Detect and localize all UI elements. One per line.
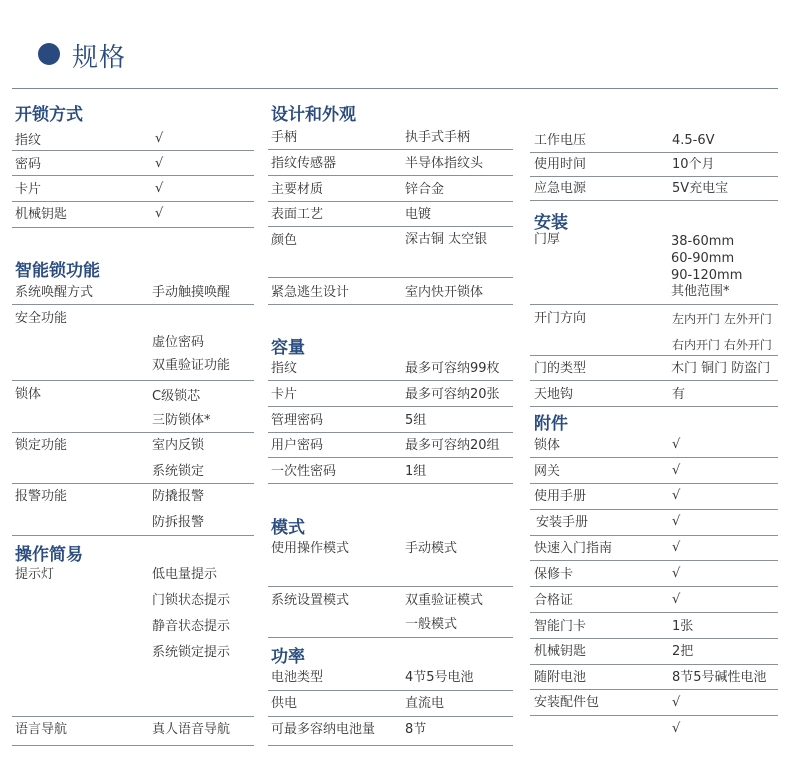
accessory-label: 快速入门指南 [534,541,613,556]
row-divider [268,277,513,278]
capacity-value: 最多可容纳20张 [405,387,500,402]
install-value: 60-90mm [671,251,735,266]
smart-label: 锁定功能 [15,438,68,453]
row-divider [530,638,778,639]
accessory-label: 安装手册 [536,515,589,530]
accessory-value: 1张 [672,619,694,634]
capacity-value: 1组 [405,464,427,479]
electrical-label: 使用时间 [534,157,587,172]
row-divider [530,483,778,484]
row-divider [530,380,778,381]
capacity-value: 5组 [405,413,427,428]
unlock-value: √ [155,206,164,221]
row-divider [268,483,513,484]
row-divider [530,689,778,690]
section-title-mode: 模式 [271,518,305,538]
row-divider [12,150,254,151]
operation-label: 语言导航 [15,722,68,737]
row-divider [530,457,778,458]
row-divider [12,175,254,176]
power-value: 8节 [405,722,427,737]
electrical-label: 工作电压 [534,133,587,148]
row-divider [268,690,513,691]
electrical-value: 10个月 [672,157,715,172]
operation-value: 门锁状态提示 [152,593,231,608]
accessory-label: 合格证 [534,593,574,608]
install-value: 90-120mm [671,268,743,283]
capacity-value: 最多可容纳99枚 [405,361,500,376]
design-label: 颜色 [271,233,298,248]
row-divider [12,716,254,717]
unlock-value: √ [155,156,164,171]
install-label: 门厚 [534,232,561,247]
design-value: 室内快开锁体 [405,285,484,300]
install-value: 其他范围* [671,284,730,299]
row-divider [530,509,778,510]
row-divider [530,355,778,356]
section-title-operation: 操作简易 [15,545,83,565]
capacity-label: 一次性密码 [271,464,337,479]
mode-label: 系统设置模式 [271,593,350,608]
row-divider [268,201,513,202]
unlock-value: √ [155,131,164,146]
accessory-label: 使用手册 [534,489,587,504]
smart-value: 虚位密码 [152,335,205,350]
section-title-accessories: 附件 [534,414,568,434]
install-value: 左内开门 左外开门 [672,312,772,326]
design-value: 深古铜 太空银 [405,232,488,247]
capacity-label: 指纹 [271,361,298,376]
mode-value: 手动模式 [405,541,458,556]
row-divider [530,586,778,587]
row-divider [268,226,513,227]
operation-label: 提示灯 [15,567,55,582]
accessory-value: √ [672,540,681,555]
row-divider [530,200,778,201]
accessory-label: 机械钥匙 [534,644,587,659]
accessory-value: √ [672,695,681,710]
capacity-value: 最多可容纳20组 [405,438,500,453]
row-divider [12,380,254,381]
row-divider [530,612,778,613]
row-divider [12,304,254,305]
row-divider [12,483,254,484]
power-value: 直流电 [405,696,445,711]
design-value: 执手式手柄 [405,130,471,145]
smart-label: 锁体 [15,387,42,402]
install-label: 门的类型 [534,361,587,376]
accessory-label: 网关 [534,464,561,479]
row-divider [268,637,513,638]
electrical-value: 4.5-6V [672,133,715,148]
row-divider [12,227,254,228]
accessory-value: √ [672,592,681,607]
design-label: 指纹传感器 [271,156,337,171]
accessory-label: 安装配件包 [534,695,600,710]
row-divider [12,745,254,746]
section-title-install: 安装 [534,213,568,233]
design-value: 电镀 [405,207,432,222]
row-divider [268,716,513,717]
section-title-unlock: 开锁方式 [15,105,83,125]
operation-value: 真人语音导航 [152,722,231,737]
row-divider [268,406,513,407]
install-label: 天地钩 [534,387,574,402]
capacity-label: 管理密码 [271,413,324,428]
accessory-value: √ [672,437,681,452]
smart-value: C级锁芯 [152,389,201,404]
smart-value: 双重验证功能 [152,358,231,373]
unlock-label: 密码 [15,157,42,172]
row-divider [12,201,254,202]
unlock-label: 指纹 [15,133,42,148]
row-divider [530,664,778,665]
operation-value: 低电量提示 [152,567,218,582]
power-label: 可最多容纳电池量 [271,722,376,737]
unlock-label: 机械钥匙 [15,207,68,222]
design-label: 主要材质 [271,182,324,197]
row-divider [530,560,778,561]
row-divider [268,380,513,381]
row-divider [530,406,778,407]
smart-label: 安全功能 [15,311,68,326]
operation-value: 系统锁定提示 [152,645,231,660]
operation-value: 静音状态提示 [152,619,231,634]
section-title-power: 功率 [271,647,305,667]
mode-value: 双重验证模式 [405,593,484,608]
title-bullet-icon [38,43,60,65]
electrical-label: 应急电源 [534,181,587,196]
row-divider [268,457,513,458]
row-divider [530,715,778,716]
page-title: 规格 [72,43,127,73]
power-label: 供电 [271,696,298,711]
row-divider [268,586,513,587]
section-title-capacity: 容量 [271,338,305,358]
section-title-smart: 智能锁功能 [15,261,100,281]
row-divider [268,175,513,176]
smart-value: 系统锁定 [152,464,205,479]
row-divider [268,304,513,305]
row-divider [268,149,513,150]
electrical-value: 5V充电宝 [672,181,729,196]
accessory-value: √ [672,721,681,736]
design-label: 手柄 [271,130,298,145]
accessory-label: 智能门卡 [534,619,587,634]
accessory-value: √ [672,463,681,478]
accessory-value: √ [672,488,681,503]
unlock-label: 卡片 [15,182,42,197]
row-divider [530,152,778,153]
accessory-value: √ [672,514,681,529]
power-label: 电池类型 [271,670,324,685]
capacity-label: 卡片 [271,387,298,402]
install-label: 开门方向 [534,311,587,326]
smart-value: 防撬报警 [152,489,205,504]
row-divider [268,745,513,746]
row-divider [530,535,778,536]
install-value: 右内开门 右外开门 [672,338,772,352]
smart-value: 三防锁体* [152,413,211,428]
smart-value: 防拆报警 [152,515,205,530]
unlock-value: √ [155,181,164,196]
install-value: 38-60mm [671,234,735,249]
mode-label: 使用操作模式 [271,541,350,556]
install-value: 木门 铜门 防盗门 [671,361,771,376]
row-divider [268,432,513,433]
smart-value: 室内反锁 [152,438,205,453]
accessory-value: √ [672,566,681,581]
power-value: 4节5号电池 [405,670,474,685]
capacity-label: 用户密码 [271,438,324,453]
accessory-label: 保修卡 [534,567,574,582]
row-divider [530,304,778,305]
accessory-value: 2把 [672,644,694,659]
accessory-label: 锁体 [534,438,561,453]
section-title-design: 设计和外观 [271,105,356,125]
title-divider [12,88,778,89]
mode-value: 一般模式 [405,617,458,632]
smart-label: 报警功能 [15,489,68,504]
smart-value: 手动触摸唤醒 [152,285,231,300]
smart-label: 系统唤醒方式 [15,285,94,300]
design-value: 锌合金 [405,182,445,197]
row-divider [12,535,254,536]
design-label: 表面工艺 [271,207,324,222]
design-label: 紧急逃生设计 [271,285,350,300]
install-value: 有 [672,387,686,402]
accessory-label: 随附电池 [534,670,587,685]
accessory-value: 8节5号碱性电池 [672,670,767,685]
row-divider [530,176,778,177]
row-divider [12,432,254,433]
design-value: 半导体指纹头 [405,156,484,171]
